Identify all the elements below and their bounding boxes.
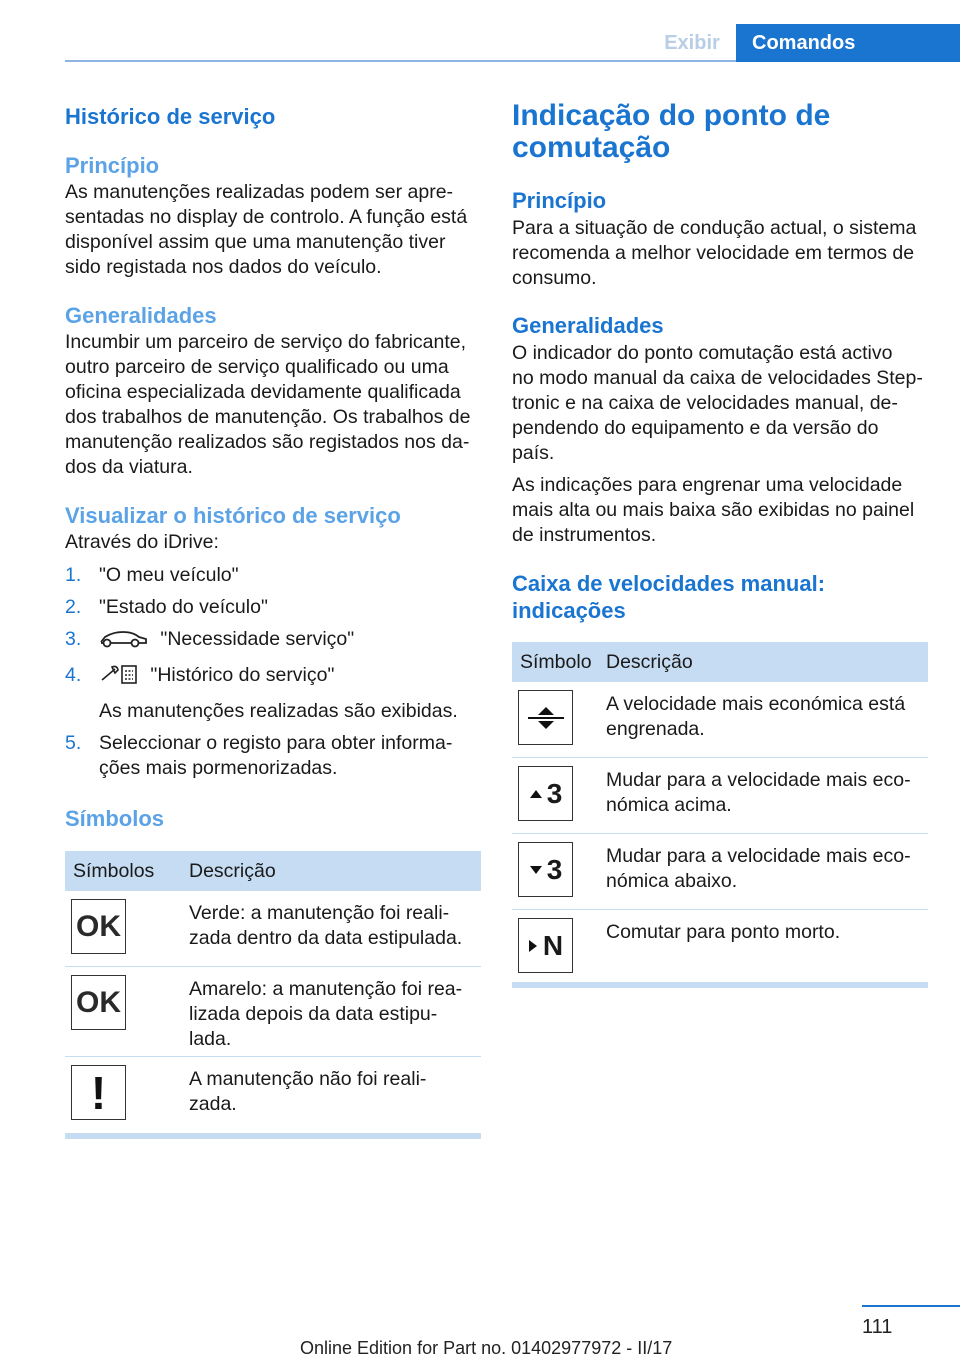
- text-generalidades-1: O indicador do ponto comutação está activo no modo manual da caixa de velocidades Step- tronic e na caixa de velocidades manual, de- pendendo do equipamento e da versão do país.: [512, 342, 923, 464]
- heading-principio-right: Princípio: [512, 188, 607, 213]
- shift-up-icon: 3: [518, 766, 573, 821]
- neutral-icon: N: [518, 918, 573, 973]
- list-item: 3. "Necessidade serviço": [65, 627, 481, 656]
- list-item: 5. Seleccionar o registo para obter informa- ções mais pormenorizadas.: [65, 732, 453, 779]
- footer-rule: [862, 1305, 960, 1307]
- gear-table: [512, 642, 928, 988]
- heading-simbolos: Símbolos: [65, 806, 165, 831]
- table-row: 3 Mudar para a velocidade mais eco- nómica acima.: [512, 758, 928, 834]
- right-column: [512, 100, 928, 988]
- left-column: [65, 100, 481, 1139]
- table-row: ! A manutenção não foi reali- zada.: [65, 1057, 481, 1133]
- tab-exibir[interactable]: Exibir: [664, 32, 720, 54]
- table-header: Símbolo Descrição: [512, 642, 928, 682]
- ok-yellow-icon: OK: [71, 975, 126, 1030]
- symbols-table: [65, 851, 481, 1139]
- section-title-historico: Histórico de serviço: [65, 104, 276, 129]
- edition-text: Online Edition for Part no. 01402977972 - II/17: [300, 1338, 673, 1358]
- list-item: 2. "Estado do veículo": [65, 596, 268, 618]
- service-history-icon: [99, 663, 139, 692]
- list-item: 4. "Histórico do serviço" As manutenções realizadas são exibidas.: [65, 663, 481, 724]
- text-principio: As manutenções realizadas podem ser apre- sentadas no display de controlo. A função está disponível assim que uma manutenção tiver sido registada nos dados do veículo.: [65, 181, 468, 278]
- text-atraves-idrive: Através do iDrive:: [65, 531, 219, 553]
- heading-principio: Princípio: [65, 153, 160, 178]
- table-row: OK Verde: a manutenção foi reali- zada dentro da data estipulada.: [65, 891, 481, 967]
- table-row: 3 Mudar para a velocidade mais eco- nómica abaixo.: [512, 834, 928, 910]
- shift-down-icon: 3: [518, 842, 573, 897]
- text-generalidades: Incumbir um parceiro de serviço do fabricante, outro parceiro de serviço qualificado ou uma oficina especializada devidamente qualificada dos trabalhos de manutenção. Os trabalhos de manutenção realizados são registados nos da- dos da viatura.: [65, 331, 471, 478]
- optimal-gear-icon: [518, 690, 573, 745]
- list-item: 1. "O meu veículo": [65, 564, 239, 586]
- warning-exclamation-icon: !: [71, 1065, 126, 1120]
- table-row: A velocidade mais económica está engrenada.: [512, 682, 928, 758]
- table-end-rule: [65, 1133, 481, 1139]
- table-row: N Comutar para ponto morto.: [512, 910, 928, 982]
- table-header: Símbolos Descrição: [65, 851, 481, 891]
- car-icon: [99, 629, 149, 656]
- table-row: OK Amarelo: a manutenção foi rea- lizada depois da data estipu- lada.: [65, 967, 481, 1057]
- page-number: 111: [862, 1316, 893, 1338]
- text-principio-right: Para a situação de condução actual, o sistema recomenda a melhor velocidade em termos de consumo.: [512, 217, 917, 289]
- text-generalidades-2: As indicações para engrenar uma velocidade mais alta ou mais baixa são exibidas no painel de instrumentos.: [512, 474, 915, 546]
- heading-generalidades-right: Generalidades: [512, 313, 664, 338]
- step-sub-text: As manutenções realizadas são exibidas.: [99, 700, 458, 722]
- ok-green-icon: OK: [71, 899, 126, 954]
- steps-list: [65, 563, 481, 781]
- heading-visualizar: Visualizar o histórico de serviço: [65, 503, 401, 528]
- section-title-indicacao: Indicação do ponto de comutação: [512, 99, 831, 164]
- heading-generalidades: Generalidades: [65, 303, 217, 328]
- table-end-rule: [512, 982, 928, 988]
- tab-comandos[interactable]: Comandos: [736, 24, 960, 62]
- heading-caixa: Caixa de velocidades manual: indicações: [512, 571, 826, 623]
